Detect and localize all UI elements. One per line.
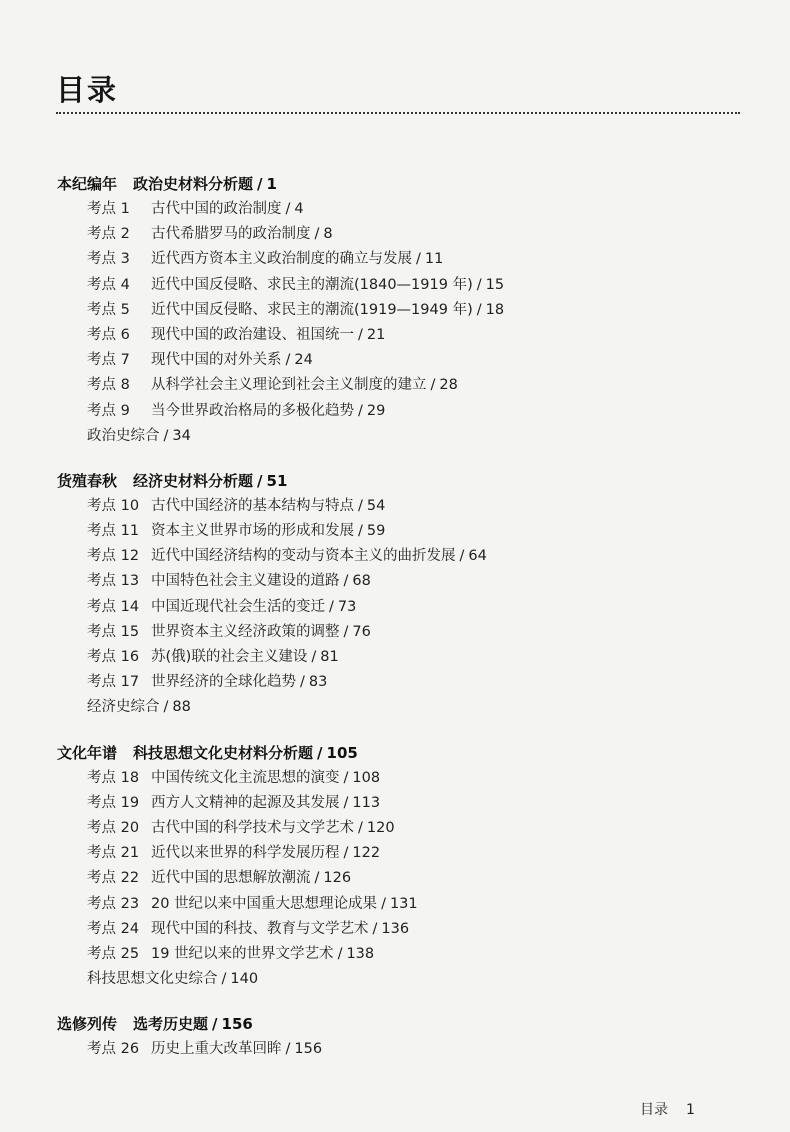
- toc-entry: [0, 841, 790, 866]
- entry-key: 考点 5: [87, 301, 130, 318]
- entry-title: 从科学社会主义理论到社会主义制度的建立: [151, 377, 427, 394]
- toc-entry: [0, 917, 790, 942]
- separator: /: [381, 895, 386, 912]
- separator: /: [163, 427, 169, 444]
- section-heading: [0, 469, 790, 494]
- toc-entry: [0, 544, 790, 569]
- entry-key: 考点 14: [87, 598, 140, 615]
- section-page-number: 105: [326, 743, 358, 762]
- entry-key: 考点 12: [87, 548, 140, 565]
- entry-key: 考点 17: [87, 674, 140, 691]
- entry-title: 西方人文精神的起源及其发展: [151, 794, 340, 811]
- entry-key: 考点 20: [87, 819, 140, 836]
- entry-page-number: 83: [308, 674, 328, 691]
- footer-page-number: 1: [686, 1102, 695, 1118]
- separator: /: [285, 352, 291, 369]
- summary-page-number: 34: [172, 427, 191, 444]
- separator: /: [343, 623, 349, 640]
- toc-section: [0, 172, 790, 449]
- separator: /: [329, 598, 334, 615]
- entry-key: 考点 4: [87, 276, 130, 293]
- toc-entry: [0, 197, 790, 222]
- entry-title: 19 世纪以来的世界文学艺术: [151, 945, 334, 962]
- separator: /: [358, 497, 363, 514]
- section-heading: [0, 1012, 790, 1037]
- entry-page-number: 81: [320, 649, 339, 665]
- section-label: 本纪编年: [57, 175, 118, 193]
- separator: /: [300, 674, 305, 691]
- separator: /: [285, 201, 291, 217]
- section-title: 经济史材料分析题: [133, 471, 254, 490]
- toc-entry: [0, 791, 790, 816]
- entry-key: 考点 8: [87, 377, 130, 394]
- toc-entry: [0, 670, 790, 695]
- separator: /: [459, 548, 465, 565]
- entry-title: 近代中国反侵略、求民主的潮流(1919—1949 年): [151, 301, 473, 318]
- entry-key: 考点 23: [87, 895, 140, 912]
- entry-title: 当今世界政治格局的多极化趋势: [151, 402, 354, 419]
- toc-entry: [0, 645, 790, 670]
- entry-page-number: 28: [439, 377, 458, 394]
- entry-key: 考点 10: [87, 497, 140, 514]
- entry-title: 现代中国的对外关系: [151, 352, 282, 369]
- title-divider: [56, 112, 740, 114]
- entry-key: 考点 6: [87, 326, 130, 343]
- summary-page-number: 88: [172, 699, 191, 716]
- summary-page-number: 140: [230, 971, 259, 988]
- separator: /: [163, 699, 169, 716]
- entry-page-number: 59: [366, 523, 386, 540]
- entry-page-number: 156: [294, 1041, 323, 1058]
- toc-entry: [0, 892, 790, 917]
- entry-title: 古代中国经济的基本结构与特点: [151, 497, 354, 514]
- entry-title: 苏(俄)联的社会主义建设: [151, 649, 308, 665]
- entry-page-number: 29: [366, 402, 386, 419]
- entry-page-number: 24: [294, 352, 313, 369]
- entry-page-number: 64: [468, 548, 487, 565]
- toc-section: [0, 741, 790, 993]
- entry-title: 近代以来世界的科学发展历程: [151, 845, 340, 862]
- entry-page-number: 68: [352, 573, 371, 590]
- toc-entry: [0, 348, 790, 373]
- separator: /: [476, 276, 482, 293]
- separator: /: [372, 920, 378, 937]
- toc-entry: [0, 222, 790, 247]
- entry-page-number: 18: [485, 301, 505, 318]
- toc-entry: [0, 519, 790, 544]
- entry-title: 古代中国的科学技术与文学艺术: [151, 819, 354, 836]
- entry-page-number: 73: [337, 598, 357, 615]
- toc-section: [0, 1012, 790, 1062]
- toc-entry: [0, 1037, 790, 1062]
- section-page-number: 51: [266, 471, 288, 490]
- toc-entry: [0, 569, 790, 594]
- separator: /: [343, 573, 349, 590]
- entry-title: 中国近现代社会生活的变迁: [151, 598, 325, 615]
- entry-title: 近代中国的思想解放潮流: [151, 870, 311, 887]
- entry-page-number: 136: [381, 920, 410, 937]
- separator: /: [212, 1015, 218, 1034]
- section-label: 选修列传: [57, 1015, 118, 1034]
- entry-key: 考点 3: [87, 251, 130, 268]
- entry-title: 近代西方资本主义政治制度的确立与发展: [151, 251, 412, 268]
- toc-entry: [0, 620, 790, 645]
- entry-title: 中国传统文化主流思想的演变: [151, 769, 340, 786]
- separator: /: [343, 769, 349, 786]
- toc-entry: [0, 595, 790, 620]
- toc-entry: [0, 373, 790, 398]
- entry-key: 考点 7: [87, 352, 130, 369]
- toc-section: [0, 469, 790, 721]
- separator: /: [358, 523, 363, 540]
- separator: /: [343, 794, 349, 811]
- separator: /: [476, 301, 482, 318]
- entry-key: 考点 11: [87, 523, 140, 540]
- entry-page-number: 108: [352, 769, 381, 786]
- entry-key: 考点 15: [87, 623, 140, 640]
- separator: /: [314, 870, 320, 887]
- separator: /: [285, 1041, 291, 1058]
- summary-title: 科技思想文化史综合: [87, 971, 218, 988]
- entry-page-number: 122: [352, 845, 381, 862]
- page-title: 目录: [56, 73, 119, 107]
- entry-page-number: 11: [424, 251, 444, 268]
- separator: /: [257, 471, 263, 490]
- toc-entry: [0, 816, 790, 841]
- separator: /: [257, 175, 263, 193]
- entry-page-number: 138: [346, 945, 375, 962]
- toc-entry: [0, 298, 790, 323]
- toc-entry: [0, 323, 790, 348]
- separator: /: [311, 649, 317, 665]
- toc-summary-entry: [0, 695, 790, 720]
- page-footer: [640, 1099, 695, 1119]
- separator: /: [358, 326, 363, 343]
- section-label: 文化年谱: [57, 743, 118, 762]
- separator: /: [221, 971, 227, 988]
- entry-page-number: 113: [352, 794, 381, 811]
- toc-entry: [0, 494, 790, 519]
- section-title: 政治史材料分析题: [133, 175, 254, 193]
- entry-key: 考点 2: [87, 226, 130, 243]
- toc-entry: [0, 766, 790, 791]
- toc-summary-entry: [0, 424, 790, 449]
- entry-key: 考点 19: [87, 794, 140, 811]
- separator: /: [358, 402, 363, 419]
- summary-title: 经济史综合: [87, 699, 160, 716]
- entry-page-number: 54: [366, 497, 386, 514]
- entry-key: 考点 22: [87, 870, 140, 887]
- entry-key: 考点 21: [87, 845, 140, 862]
- entry-page-number: 76: [352, 623, 371, 640]
- entry-page-number: 120: [366, 819, 395, 836]
- toc-entry: [0, 866, 790, 891]
- section-heading: [0, 172, 790, 197]
- entry-title: 世界经济的全球化趋势: [151, 674, 296, 691]
- section-page-number: 1: [266, 175, 277, 193]
- section-page-number: 156: [221, 1015, 253, 1034]
- entry-key: 考点 18: [87, 769, 140, 786]
- separator: /: [317, 743, 323, 762]
- entry-key: 考点 26: [87, 1041, 140, 1058]
- entry-title: 现代中国的科技、教育与文学艺术: [151, 920, 369, 937]
- entry-page-number: 131: [389, 895, 418, 912]
- entry-key: 考点 1: [87, 201, 130, 217]
- entry-title: 古代希腊罗马的政治制度: [151, 226, 311, 243]
- footer-label: 目录: [640, 1102, 668, 1118]
- entry-page-number: 15: [485, 276, 505, 293]
- separator: /: [416, 251, 421, 268]
- separator: /: [358, 819, 363, 836]
- entry-title: 古代中国的政治制度: [151, 201, 282, 217]
- section-heading: [0, 741, 790, 766]
- entry-key: 考点 25: [87, 945, 140, 962]
- toc-entry: [0, 942, 790, 967]
- separator: /: [430, 377, 436, 394]
- separator: /: [337, 945, 343, 962]
- entry-page-number: 8: [323, 226, 333, 243]
- entry-title: 20 世纪以来中国重大思想理论成果: [151, 895, 378, 912]
- entry-key: 考点 13: [87, 573, 140, 590]
- separator: /: [314, 226, 320, 243]
- entry-title: 历史上重大改革回眸: [151, 1041, 282, 1058]
- section-title: 科技思想文化史材料分析题: [133, 743, 314, 762]
- section-title: 选考历史题: [133, 1015, 209, 1034]
- toc-entry: [0, 399, 790, 424]
- toc-summary-entry: [0, 967, 790, 992]
- entry-page-number: 126: [323, 870, 352, 887]
- entry-page-number: 4: [294, 201, 304, 217]
- toc-entry: [0, 247, 790, 272]
- summary-title: 政治史综合: [87, 427, 160, 444]
- entry-title: 近代中国反侵略、求民主的潮流(1840—1919 年): [151, 276, 473, 293]
- entry-title: 资本主义世界市场的形成和发展: [151, 523, 354, 540]
- separator: /: [343, 845, 349, 862]
- entry-title: 世界资本主义经济政策的调整: [151, 623, 340, 640]
- entry-key: 考点 24: [87, 920, 140, 937]
- section-label: 货殖春秋: [57, 471, 118, 490]
- entry-key: 考点 16: [87, 649, 140, 665]
- entry-title: 现代中国的政治建设、祖国统一: [151, 326, 354, 343]
- table-of-contents: [0, 172, 790, 1082]
- entry-title: 中国特色社会主义建设的道路: [151, 573, 340, 590]
- entry-page-number: 21: [366, 326, 386, 343]
- toc-entry: [0, 273, 790, 298]
- entry-key: 考点 9: [87, 402, 130, 419]
- entry-title: 近代中国经济结构的变动与资本主义的曲折发展: [151, 548, 456, 565]
